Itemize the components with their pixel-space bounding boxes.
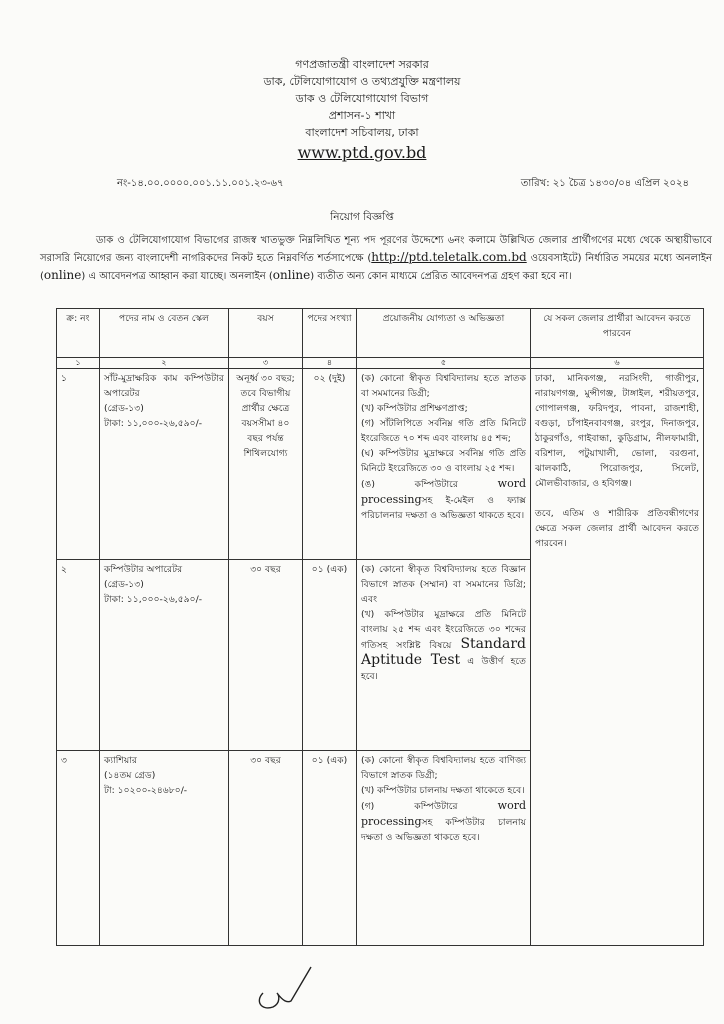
count-cell: ০১ (এক): [303, 751, 357, 946]
vacancy-table: [56, 308, 704, 946]
qual-prefix: (খ) কম্পিউটার মুদ্রাক্ষরে প্রতি মিনিটে বাংলায় ২৫ শব্দ এবং ইংরেজিতে ৩০ শব্দের গতিসহ সংশ্লিষ্ট বিষয়ে: [361, 609, 526, 651]
memo-number: নং-১৪.০০.০০০০.০০১.১১.০০১.২৩-৬৭: [117, 178, 284, 189]
qual-suffix: সহ ই-মেইল ও ফ্যাক্স পরিচালনার দক্ষতা ও অভিজ্ঞতা থাকতে হবে।: [361, 495, 526, 521]
qualification-item: (গ) সাঁটলিপিতে সর্বনিম্ন গতি প্রতি মিনিটে ইংরেজিতে ৭০ শব্দ এবং বাংলায় ৪৫ শব্দ;: [361, 418, 526, 444]
header-post-name: পদের নাম ও বেতন স্কেল: [100, 309, 229, 358]
intro-paragraph: [40, 233, 712, 285]
qual-suffix: সহ কম্পিউটার চালনায় দক্ষতা ও অভিজ্ঞতা থাকতে হবে।: [361, 817, 526, 843]
serial-cell: ৩: [57, 751, 100, 946]
pay-scale: টাকা: ১১,০০০-২৬,৫৯০/-: [104, 418, 203, 429]
qual-prefix: (গ) কম্পিউটারে: [361, 801, 498, 812]
age-cell: ৩০ বছর: [229, 560, 303, 751]
col-num: ৬: [531, 358, 704, 369]
online-term-1: online: [43, 268, 82, 282]
post-name: ক্যাশিয়ার: [104, 755, 137, 766]
col-num: ১: [57, 358, 100, 369]
teletalk-link[interactable]: http://ptd.teletalk.com.bd: [371, 250, 527, 264]
letterhead: [0, 56, 724, 164]
qualification-item: [361, 476, 526, 523]
qualification-cell: [357, 751, 531, 946]
col-num: ৫: [357, 358, 531, 369]
website-link[interactable]: www.ptd.gov.bd: [297, 143, 427, 162]
qualification-item: (খ) কম্পিউটার চালনায় দক্ষতা থাকেতে হবে।: [361, 785, 525, 796]
pay-scale: টাকা: ১১,০০০-২৬,৫৯০/-: [104, 594, 203, 605]
post-grade: (গ্রেড-১৩): [104, 579, 144, 590]
signature-mark: [255, 965, 315, 1015]
intro-text-1: ডাক ও টেলিযোগাযোগ বিভাগের রাজস্ব খাতভুক্ত নিম্নলিখিত শূন্য পদ পূরণের উদ্দেশ্যে ৬নং কলামে উল্লিখিত জেলার প্রার্থীগণের মধ্যে থেকে অস্থায়ীভাবে সরাসরি নিয়োগের জন্য বাংলাদেশী নাগরিকদের নিকট হতে নিম্নবর্ণিত শর্তসাপেক্ষে (: [40, 235, 712, 264]
header-districts: যে সকল জেলার প্রার্থীরা আবেদন করতে পারবেন: [531, 309, 704, 358]
districts-note: তবে, এতিম ও শারীরিক প্রতিবন্ধীগণের ক্ষেত্রে সকল জেলার প্রার্থী আবেদন করতে পারবেন।: [535, 508, 699, 549]
col-num: ৩: [229, 358, 303, 369]
qual-english-term: word processing: [361, 477, 526, 506]
division-name: ডাক ও টেলিযোগাযোগ বিভাগ: [295, 92, 429, 105]
qualification-item: (খ) কম্পিউটার প্রশিক্ষণপ্রাপ্ত;: [361, 403, 468, 414]
districts-list: ঢাকা, মানিকগঞ্জ, নরসিংদী, গাজীপুর, নারায়ণগঞ্জ, মুন্সীগঞ্জ, টাঙ্গাইল, শরীয়তপুর, গোপালগঞ্জ, ফরিদপুর, পাবনা, রাজশাহী, বগুড়া, চাঁপাইনবাবগঞ্জ, রংপুর, দিনাজপুর, ঠাকুরগাঁও, গাইবান্ধা, কুড়িগ্রাম, নীলফামারী, বরিশাল, পটুয়াখালী, ভোলা, বরগুনা, ঝালকাঠি, পিরোজপুর, সিলেট, মৌলভীবাজার, ও হবিগঞ্জ।: [535, 373, 699, 489]
qualification-item: (ঘ) কম্পিউটার মুদ্রাক্ষরে সর্বনিম্ন গতি প্রতি মিনিটে ইংরেজিতে ৩০ ও বাংলায় ২৫ শব্দ।: [361, 448, 526, 474]
qualification-item: (ক) কোনো স্বীকৃত বিশ্ববিদ্যালয় হতে স্নাতক বা সমমানের ডিগ্রী;: [361, 373, 526, 399]
age-cell: অনূর্ধ্ব ৩০ বছর; তবে বিভাগীয় প্রার্থীর ক্ষেত্রে বয়সসীমা ৪০ বছর পর্যন্ত শিথিলযোগ্য: [229, 369, 303, 560]
post-grade: (১৪তম গ্রেড): [104, 770, 156, 781]
table-row: [57, 369, 704, 560]
post-cell: [100, 560, 229, 751]
qualification-item: [361, 607, 526, 684]
qual-prefix: (ঙ) কম্পিউটারে: [361, 479, 498, 490]
header-age: বয়স: [229, 309, 303, 358]
serial-cell: ২: [57, 560, 100, 751]
govt-name: গণপ্রজাতন্ত্রী বাংলাদেশ সরকার: [295, 58, 429, 71]
intro-text-3: ) এ আবেদনপত্র আহ্বান করা যাচ্ছে। অনলাইন (: [81, 271, 273, 282]
qual-english-term: word processing: [361, 799, 526, 828]
count-cell: ০১ (এক): [303, 560, 357, 751]
notice-title: নিয়োগ বিজ্ঞপ্তি: [330, 211, 394, 223]
post-grade: (গ্রেড-১৩): [104, 403, 144, 414]
post-cell: [100, 369, 229, 560]
header-count: পদের সংখ্যা: [303, 309, 357, 358]
col-num: ২: [100, 358, 229, 369]
districts-cell: [531, 369, 704, 946]
count-cell: ০২ (দুই): [303, 369, 357, 560]
qualification-item: (ক) কোনো স্বীকৃত বিশ্ববিদ্যালয় হতে বাণিজ্য বিভাগে স্নাতক ডিগ্রী;: [361, 755, 526, 781]
qual-english-term: Standard Aptitude Test: [361, 636, 526, 668]
post-name: সাঁট-মুদ্রাক্ষরিক কাম কম্পিউটার অপারেটর: [104, 373, 224, 399]
pay-scale: টা: ১০২০০-২৪৬৮০/-: [104, 785, 188, 796]
qualification-item: [361, 798, 526, 845]
qualification-item: (ক) কোনো স্বীকৃত বিশ্ববিদ্যালয় হতে বিজ্ঞান বিভাগে স্নাতক (সম্মান) বা সমমানের ডিগ্রি; এবং: [361, 564, 526, 605]
post-name: কম্পিউটার অপারেটর: [104, 564, 183, 575]
intro-text-4: ) ব্যতীত অন্য কোন মাধ্যমে প্রেরিত আবেদনপত্র গ্রহণ করা হবে না।: [310, 271, 572, 282]
serial-cell: ১: [57, 369, 100, 560]
table-header-row: [57, 309, 704, 358]
intro-text-2: ওয়েবসাইটে) নির্ধারিত সময়ের মধ্যে অনলাইন (: [40, 253, 713, 282]
qualification-cell: [357, 560, 531, 751]
office-address: বাংলাদেশ সচিবালয়, ঢাকা: [305, 126, 419, 139]
header-qualifications: প্রয়োজনীয় যোগ্যতা ও অভিজ্ঞতা: [357, 309, 531, 358]
post-cell: [100, 751, 229, 946]
ministry-name: ডাক, টেলিযোগাযোগ ও তথ্যপ্রযুক্তি মন্ত্রণালয়: [263, 75, 461, 88]
online-term-2: online: [272, 268, 311, 282]
issue-date: তারিখ: ২১ চৈত্র ১৪৩০/০৪ এপ্রিল ২০২৪: [520, 178, 689, 189]
col-num: ৪: [303, 358, 357, 369]
column-number-row: [57, 358, 704, 369]
header-serial: ক্র: নং: [57, 309, 100, 358]
age-cell: ৩০ বছর: [229, 751, 303, 946]
qual-suffix: এ উত্তীর্ণ হতে হবে।: [361, 656, 526, 682]
branch-name: প্রশাসন-১ শাখা: [328, 109, 396, 122]
qualification-cell: [357, 369, 531, 560]
